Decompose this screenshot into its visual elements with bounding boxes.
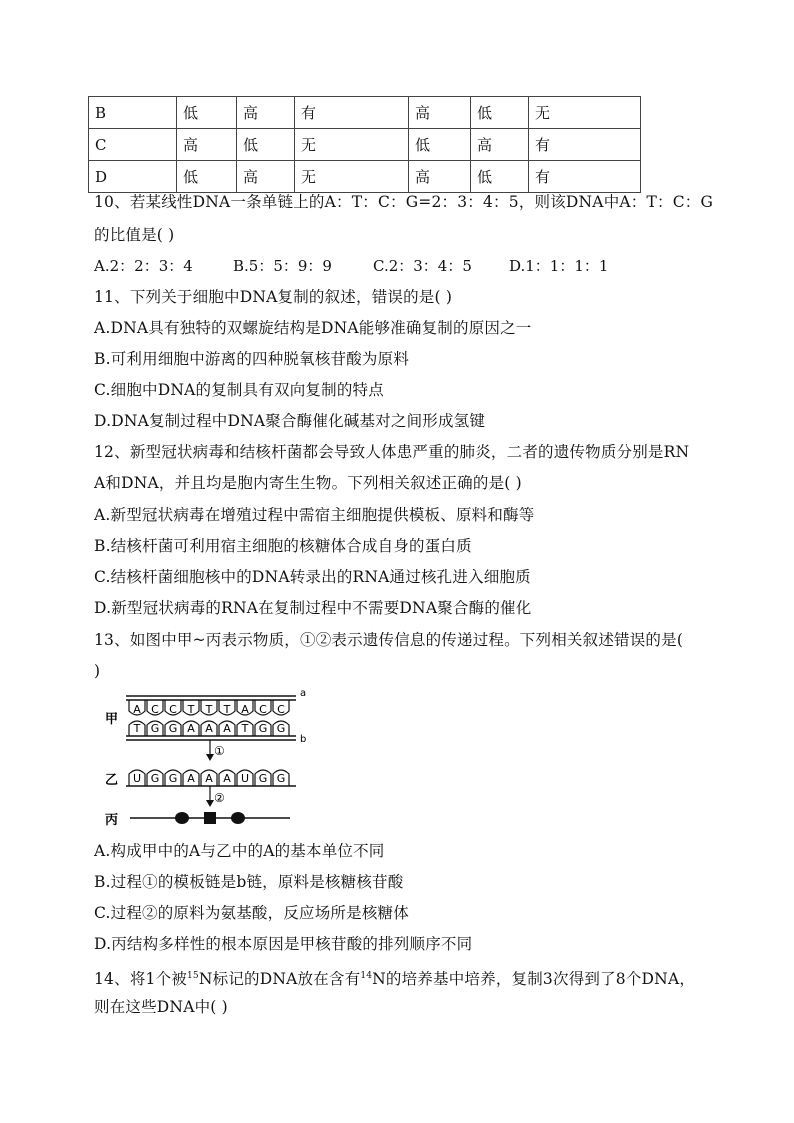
table-cell: 低	[409, 129, 471, 161]
label-bing: 丙	[105, 813, 119, 828]
base-letter: G	[276, 722, 286, 735]
table-cell: 有	[295, 97, 409, 129]
table-cell: B	[89, 97, 177, 129]
table-cell: 高	[237, 161, 295, 193]
q11-option-d: D.DNA复制过程中DNA聚合酶催化碱基对之间形成氢键	[94, 412, 486, 430]
base-letter: T	[223, 703, 231, 716]
base-letter: A	[205, 722, 213, 735]
base-letter: A	[187, 772, 195, 785]
table-cell: 低	[177, 161, 237, 193]
table-cell: C	[89, 129, 177, 161]
q11-option-a: A.DNA具有独特的双螺旋结构是DNA能够准确复制的原因之一	[94, 319, 532, 337]
table-cell: 低	[471, 97, 529, 129]
q14-stem-part3: N的培养基中培养，复制3次得到了8个DNA，	[372, 970, 696, 988]
base-letter: T	[205, 703, 213, 716]
table-cell: 高	[471, 129, 529, 161]
table-cell: 低	[237, 129, 295, 161]
isotope-15-superscript: 15	[187, 971, 199, 981]
isotope-14-superscript: 14	[360, 971, 373, 981]
dna-transcription-translation-diagram	[100, 680, 320, 830]
base-letter: A	[223, 772, 231, 785]
table-cell: 高	[409, 161, 471, 193]
base-letter: A	[133, 703, 141, 716]
q14-stem-part1: 14、将1个被	[94, 970, 187, 988]
q13-option-c: C.过程②的原料为氨基酸，反应场所是核糖体	[94, 904, 409, 922]
answer-options-table	[88, 96, 641, 193]
base-letter: C	[277, 703, 285, 716]
arrow-step1-head	[206, 754, 214, 761]
base-letter: G	[258, 772, 268, 785]
amino-acid-1	[175, 812, 189, 824]
base-letter: G	[258, 722, 268, 735]
table-cell: 无	[295, 161, 409, 193]
base-letter: A	[187, 722, 195, 735]
q12-option-b: B.结核杆菌可利用宿主细胞的核糖体合成自身的蛋白质	[94, 537, 472, 555]
q13-option-a: A.构成甲中的A与乙中的A的基本单位不同	[94, 842, 385, 860]
step2-label: ②	[214, 791, 225, 805]
table-cell: 高	[237, 97, 295, 129]
q10-stem-line1: 10、若某线性DNA一条单链上的A：T：C：G=2：3：4：5，则该DNA中A：T：C：G	[94, 193, 714, 211]
q14-stem-line1	[94, 966, 695, 989]
q10-option-c: C.2：3：4：5	[373, 257, 472, 275]
step1-label: ①	[214, 744, 225, 758]
table-cell: 高	[177, 129, 237, 161]
amino-acid-2	[204, 812, 216, 824]
base-letter: A	[223, 722, 231, 735]
base-letter: G	[168, 722, 178, 735]
strand-yi-bases	[129, 770, 289, 786]
label-jia: 甲	[105, 712, 119, 727]
q10-stem-line2: 的比值是( )	[94, 226, 175, 244]
q11-option-c: C.细胞中DNA的复制具有双向复制的特点	[94, 381, 384, 399]
amino-acid-3	[231, 812, 245, 824]
strand-a-label: a	[300, 688, 307, 699]
base-letter: G	[276, 772, 286, 785]
q11-option-b: B.可利用细胞中游离的四种脱氧核苷酸为原料	[94, 350, 410, 368]
base-letter: T	[133, 722, 141, 735]
q11-stem: 11、下列关于细胞中DNA复制的叙述，错误的是( )	[94, 288, 453, 306]
table-cell: 无	[295, 129, 409, 161]
base-letter: G	[168, 772, 178, 785]
table-cell: 低	[177, 97, 237, 129]
base-letter: G	[150, 772, 160, 785]
q13-option-b: B.过程①的模板链是b链，原料是核糖核苷酸	[94, 873, 404, 891]
base-letter: C	[151, 703, 159, 716]
base-letter: G	[150, 722, 160, 735]
table-cell: 有	[529, 129, 641, 161]
base-letter: U	[132, 772, 142, 785]
base-letter: A	[205, 772, 213, 785]
q13-option-d: D.丙结构多样性的根本原因是甲核苷酸的排列顺序不同	[94, 935, 473, 953]
base-letter: C	[259, 703, 267, 716]
strand-a-bases	[129, 700, 289, 716]
q10-option-d: D.1：1：1：1	[509, 257, 609, 275]
table-cell: 有	[529, 161, 641, 193]
q12-option-c: C.结核杆菌细胞核中的DNA转录出的RNA通过核孔进入细胞质	[94, 568, 531, 586]
strand-b-bases	[129, 721, 289, 736]
q13-stem-line1: 13、如图中甲~丙表示物质，①②表示遗传信息的传递过程。下列相关叙述错误的是(	[94, 631, 684, 649]
q10-option-b: B.5：5：9：9	[233, 257, 332, 275]
base-letter: T	[187, 703, 195, 716]
base-letter: C	[169, 703, 177, 716]
q10-option-a: A.2：2：3：4	[94, 257, 193, 275]
base-letter: A	[241, 703, 249, 716]
table-cell: 无	[529, 97, 641, 129]
q13-stem-line2: )	[94, 662, 101, 680]
table-cell: 高	[409, 97, 471, 129]
q14-stem-part2: N标记的DNA放在含有	[198, 970, 361, 988]
q12-option-d: D.新型冠状病毒的RNA在复制过程中不需要DNA聚合酶的催化	[94, 599, 532, 617]
base-letter: T	[241, 722, 249, 735]
table-row	[89, 129, 641, 161]
q14-stem-line2: 则在这些DNA中( )	[94, 998, 228, 1016]
strand-b-label: b	[300, 734, 307, 745]
arrow-step2-head	[206, 800, 214, 807]
table-row	[89, 97, 641, 129]
label-yi: 乙	[105, 773, 119, 788]
table-row	[89, 161, 641, 193]
table-cell: 低	[471, 161, 529, 193]
q12-stem-line2: A和DNA，并且均是胞内寄生生物。下列相关叙述正确的是( )	[94, 474, 522, 492]
q12-stem-line1: 12、新型冠状病毒和结核杆菌都会导致人体患严重的肺炎，二者的遗传物质分别是RN	[94, 443, 690, 461]
q12-option-a: A.新型冠状病毒在增殖过程中需宿主细胞提供模板、原料和酶等	[94, 506, 535, 524]
table-cell: D	[89, 161, 177, 193]
base-letter: U	[240, 772, 250, 785]
